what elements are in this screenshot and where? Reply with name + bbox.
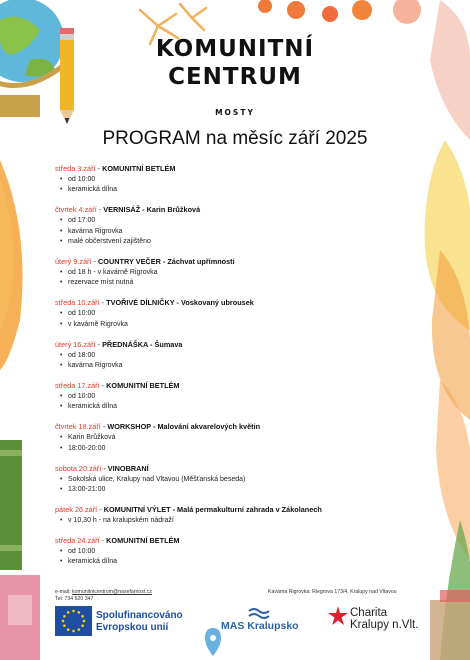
event-title: VERNISÁŽ - Karin Brůžková <box>103 205 201 215</box>
event-detail: • Karin Brůžková <box>68 433 385 443</box>
event-title: KOMUNITNÍ BETLÉM <box>106 380 180 390</box>
event-title: KOMUNITNÍ VÝLET - Malá permakulturní zahrada v Zákolanech <box>103 504 322 514</box>
event-date: středa 17.září <box>55 380 100 390</box>
contact-info <box>55 589 152 603</box>
event-separator: - <box>101 463 108 473</box>
event-date: úterý 9.září <box>55 257 92 267</box>
event-detail: • od 10:00 <box>68 309 385 319</box>
event-date: středa 3.září <box>55 164 96 173</box>
event-separator: - <box>97 504 104 514</box>
event-item <box>55 205 385 247</box>
event-detail: • od 18 h - v kavárně Rigrovka <box>68 268 385 278</box>
event-title: VINOBRANÍ <box>107 463 149 473</box>
event-title: TVOŘIVÉ DÍLNIČKY - Voskovaný ubrousek <box>106 298 254 308</box>
mas-kralupsko-logo-text: MAS Kralupsko <box>221 620 299 632</box>
event-detail: • kavárna Rigrovka <box>68 227 385 237</box>
event-separator: - <box>99 298 107 308</box>
event-detail: • Sokolská ulice, Kralupy nad Vltavou (Měšťanská beseda) <box>68 475 385 485</box>
event-separator: - <box>96 205 104 215</box>
event-item <box>55 464 385 496</box>
event-detail: • kavárna Rigrovka <box>68 361 385 371</box>
event-detail: • 18:00-20:00 <box>68 444 385 454</box>
event-date: středa 10.září <box>55 298 100 308</box>
charita-logo-text <box>350 607 418 631</box>
charita-line-2: Kralupy n.Vlt. <box>350 619 419 631</box>
event-date: čtvrtek 4.září <box>55 205 97 215</box>
title-line-1: KOMUNITNÍ <box>155 36 315 62</box>
event-item <box>55 164 385 196</box>
event-title: COUNTRY VEČER - Záchvat upřímnosti <box>98 257 235 267</box>
event-item <box>55 381 385 413</box>
event-separator: - <box>100 422 108 432</box>
eu-flag-icon <box>55 606 92 636</box>
eu-text-line-1: Spolufinancováno <box>96 610 183 621</box>
event-detail: • malé občerstvení zajištěno <box>68 237 385 247</box>
event-item <box>55 298 385 330</box>
event-detail: • keramická dílna <box>68 402 385 412</box>
event-title: PŘEDNÁŠKA - Šumava <box>102 339 183 349</box>
event-title: KOMUNITNÍ BETLÉM <box>102 164 176 173</box>
event-detail: • od 17:00 <box>68 216 385 226</box>
event-detail: • v kavárně Rigrovka <box>68 320 385 330</box>
event-date: úterý 16.září <box>55 339 96 349</box>
event-separator: - <box>95 339 103 349</box>
event-date: čtvrtek 18.září <box>55 422 101 432</box>
charita-line-1: Charita <box>350 607 388 619</box>
event-item <box>55 536 385 568</box>
event-date: pátek 26.září <box>55 504 98 514</box>
event-detail: • keramická dílna <box>68 557 385 567</box>
program-heading: PROGRAM na měsíc září 2025 <box>102 128 368 149</box>
event-title: KOMUNITNÍ BETLÉM <box>106 535 180 545</box>
event-item <box>55 257 385 289</box>
event-detail: • 13:00-21:00 <box>68 485 385 495</box>
event-list <box>55 164 385 577</box>
phone-number: Tel: 734 520 347 <box>55 596 94 602</box>
event-detail: • od 10:00 <box>68 175 385 185</box>
subtitle: MOSTY <box>215 108 255 117</box>
email-link[interactable]: komunitnicentrum@nasefarnost.cz <box>72 589 152 595</box>
event-item <box>55 422 385 454</box>
mas-wave-icon <box>248 607 272 619</box>
eu-text-line-2: Evropskou unií <box>96 622 169 633</box>
event-item <box>55 340 385 372</box>
event-title: WORKSHOP - Malování akvarelových květin <box>107 422 261 432</box>
charita-flame-icon <box>328 606 348 628</box>
email-label: e-mail: <box>55 589 71 595</box>
event-separator: - <box>99 535 107 545</box>
event-date: středa 24.září <box>55 535 100 545</box>
event-separator: - <box>99 380 107 390</box>
event-detail: • od 10:00 <box>68 392 385 402</box>
eu-cofinancing-text <box>96 610 183 634</box>
event-detail: • v 10,30 h - na kralupském nádraží <box>68 516 385 526</box>
event-detail: • od 10:00 <box>68 547 385 557</box>
event-detail: • rezervace míst nutná <box>68 278 385 288</box>
event-date: sobota 20.září <box>55 463 102 473</box>
event-item <box>55 505 385 526</box>
event-detail: • od 18:00 <box>68 351 385 361</box>
event-detail: • keramická dílna <box>68 185 385 195</box>
event-separator: - <box>91 257 98 267</box>
event-separator: - <box>95 164 103 173</box>
venue-address: Kavárna Rigrovka: Riegrova 173/4, Kralupy nad Vltavou <box>268 589 397 595</box>
title-line-2: CENTRUM <box>168 64 302 90</box>
